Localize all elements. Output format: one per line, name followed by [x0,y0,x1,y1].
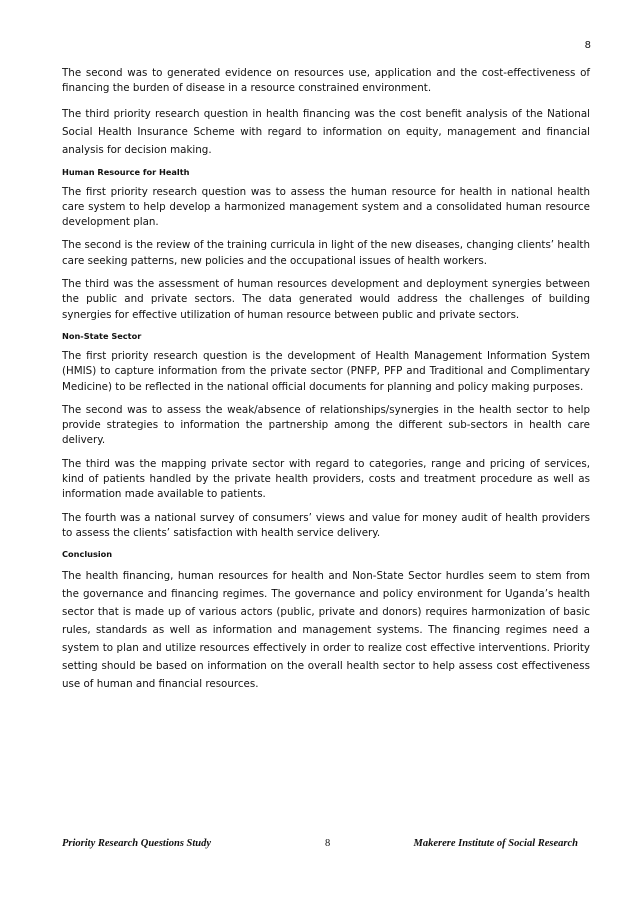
footer-page-number: 8 [325,838,331,849]
paragraph: The second is the review of the training curricula in light of the new diseases, changing clients’ health care seeking patterns, new policies and the occupational issues of health workers. [62,239,590,267]
paragraph: The second was to generated evidence on resources use, application and the cost-effectiveness of financing the burden of disease in a resource constrained environment. [62,67,590,95]
paragraph: The third priority research question in health financing was the cost benefit analysis of the National Social Health Insurance Scheme with regard to information on equity, management and financial analysis for decision making. [62,107,590,156]
paragraph: The third was the mapping private sector with regard to categories, range and pricing of services, kind of patients handled by the private health providers, costs and treatment procedure as well as information made available to patients. [62,457,590,501]
section-heading-non-state-sector: Non-State Sector [62,330,142,341]
paragraph: The fourth was a national survey of consumers’ views and value for money audit of health providers to assess the clients’ satisfaction with health service delivery. [62,511,590,539]
footer-institute: Makerere Institute of Social Research [413,838,578,849]
section-heading-conclusion: Conclusion [62,549,113,560]
document-body [62,66,590,701]
section-heading-hrh: Human Resource for Health [62,166,190,177]
paragraph: The first priority research question was to assess the human resource for health in national health care system to help develop a harmonized management system and a consolidated human resource development plan. [62,185,590,229]
footer-title: Priority Research Questions Study [62,838,212,849]
paragraph: The first priority research question is the development of Health Management Information System (HMIS) to capture information from the private sector (PNFP, PFP and Traditional and Complimentary Medicine) to be reflected in the national official documents for planning and policy making purposes. [62,349,590,393]
paragraph: The third was the assessment of human resources development and deployment synergies between the public and private sectors. The data generated would address the challenges of building synergies for effective utilization of human resource between public and private sectors. [62,278,590,321]
paragraph: The health financing, human resources for health and Non-State Sector hurdles seem to stem from the governance and financing regimes. The governance and policy environment for Uganda’s health sector that is made up of various actors (public, private and donors) requires harmonization of basic rules, standards as well as information and management systems. The financing regimes need a system to plan and utilize resources effectively in order to realize cost effective interventions. Priority setting should be based on information on the overall health sector to help assess cost effectiveness use of human and financial resources. [62,570,590,691]
paragraph: The second was to assess the weak/absence of relationships/synergies in the health sector to help provide strategies to information the partnership among the different sub-sectors in health care delivery. [62,403,590,447]
page-number: 8 [584,40,591,51]
